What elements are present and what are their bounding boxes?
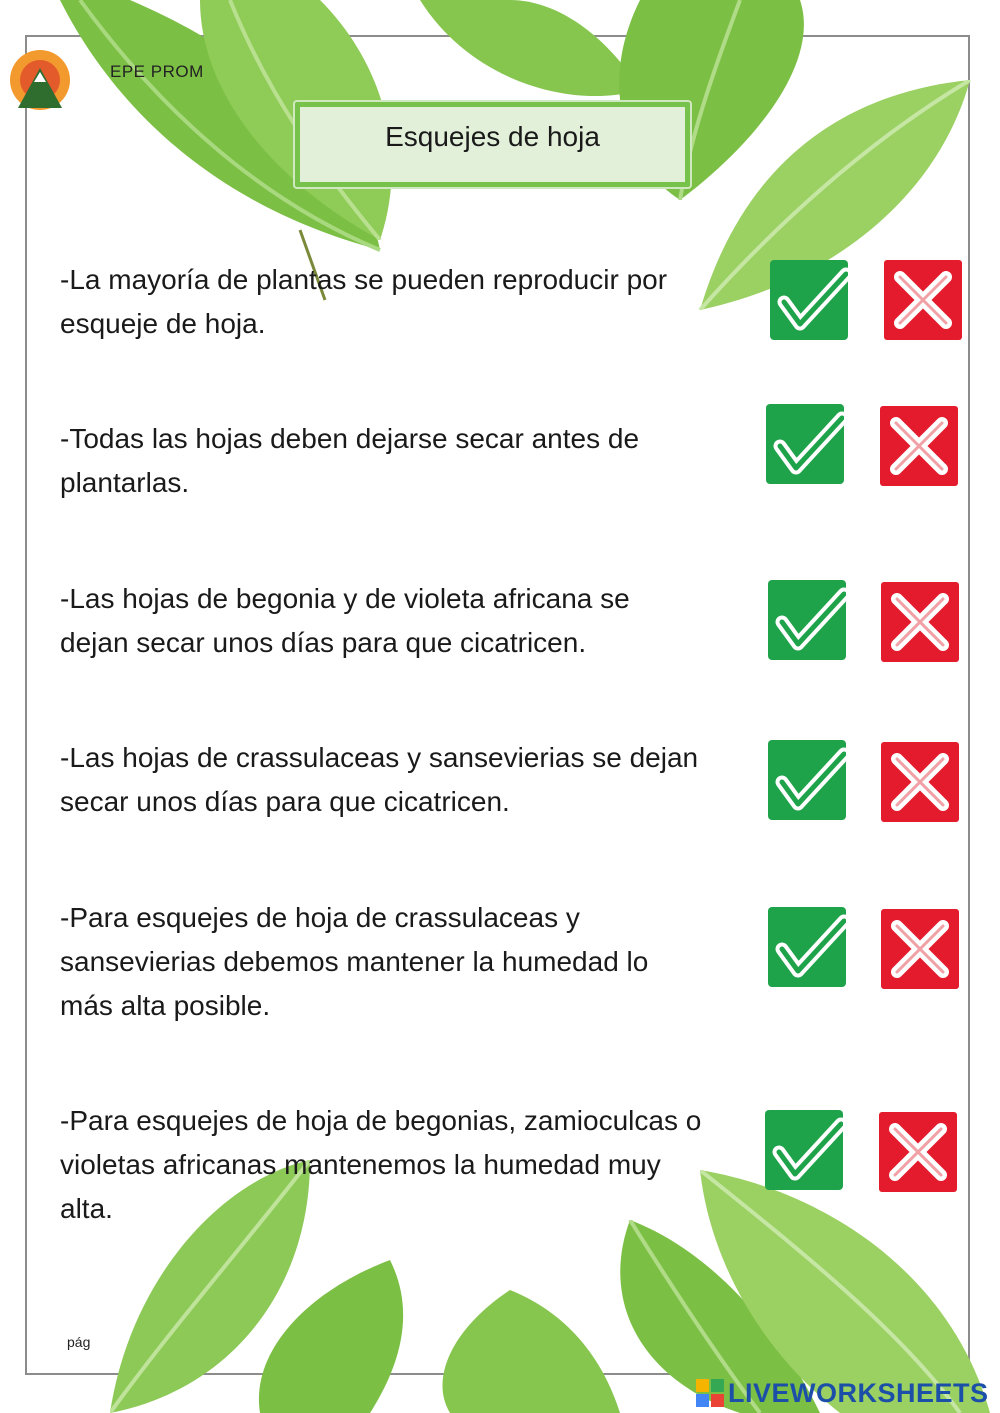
- true-button[interactable]: [768, 740, 846, 820]
- check-icon: [765, 1110, 843, 1190]
- statement-line: plantarlas.: [60, 467, 190, 498]
- check-icon: [768, 740, 846, 820]
- statement-line: -La mayoría de plantas se pueden reproducir por: [60, 264, 668, 295]
- true-button[interactable]: [768, 907, 846, 987]
- true-button[interactable]: [770, 260, 848, 340]
- false-button[interactable]: [879, 1112, 957, 1192]
- brand-logo: [696, 1376, 989, 1410]
- false-button[interactable]: [880, 406, 958, 486]
- statement-text: [60, 896, 750, 1028]
- leaf-image: [430, 1290, 620, 1413]
- true-button[interactable]: [766, 404, 844, 484]
- cross-icon: [880, 406, 958, 486]
- statement-line: alta.: [60, 1193, 113, 1224]
- statement-line: violetas africanas mantenemos la humedad muy: [60, 1149, 661, 1180]
- false-button[interactable]: [884, 260, 962, 340]
- statement-line: -Las hojas de crassulaceas y sansevierias se dejan: [60, 742, 699, 773]
- false-button[interactable]: [881, 909, 959, 989]
- statement-line: secar unos días para que cicatricen.: [60, 786, 510, 817]
- cross-icon: [881, 742, 959, 822]
- title-box: [295, 102, 690, 187]
- statement-line: -Las hojas de begonia y de violeta africana se: [60, 583, 630, 614]
- statement-text: [60, 417, 750, 505]
- school-logo: [4, 38, 70, 122]
- cross-icon: [881, 582, 959, 662]
- header-text: EPE PROM: [110, 62, 204, 81]
- false-button[interactable]: [881, 582, 959, 662]
- cross-icon: [881, 909, 959, 989]
- check-icon: [768, 907, 846, 987]
- statement-text: [60, 577, 750, 665]
- statement-line: -Para esquejes de hoja de crassulaceas y: [60, 902, 580, 933]
- cross-icon: [884, 260, 962, 340]
- statement-line: esqueje de hoja.: [60, 308, 266, 339]
- brand-badge-icon: [696, 1379, 724, 1407]
- statement-line: sansevierias debemos mantener la humedad lo: [60, 946, 649, 977]
- statement-text: [60, 736, 750, 824]
- true-button[interactable]: [765, 1110, 843, 1190]
- statement-text: [60, 258, 750, 346]
- statement-text: [60, 1099, 750, 1231]
- statement-line: -Todas las hojas deben dejarse secar antes de: [60, 423, 640, 454]
- statement-line: dejan secar unos días para que cicatricen.: [60, 627, 587, 658]
- page-title: Esquejes de hoja: [385, 121, 600, 152]
- true-button[interactable]: [768, 580, 846, 660]
- cross-icon: [879, 1112, 957, 1192]
- check-icon: [768, 580, 846, 660]
- check-icon: [766, 404, 844, 484]
- page-number-label: pág: [67, 1334, 91, 1350]
- false-button[interactable]: [881, 742, 959, 822]
- statement-line: más alta posible.: [60, 990, 271, 1021]
- check-icon: [770, 260, 848, 340]
- statement-line: -Para esquejes de hoja de begonias, zamioculcas o: [60, 1105, 702, 1136]
- leaf-image: [250, 1260, 410, 1413]
- brand-name: LIVEWORKSHEETS: [728, 1377, 989, 1408]
